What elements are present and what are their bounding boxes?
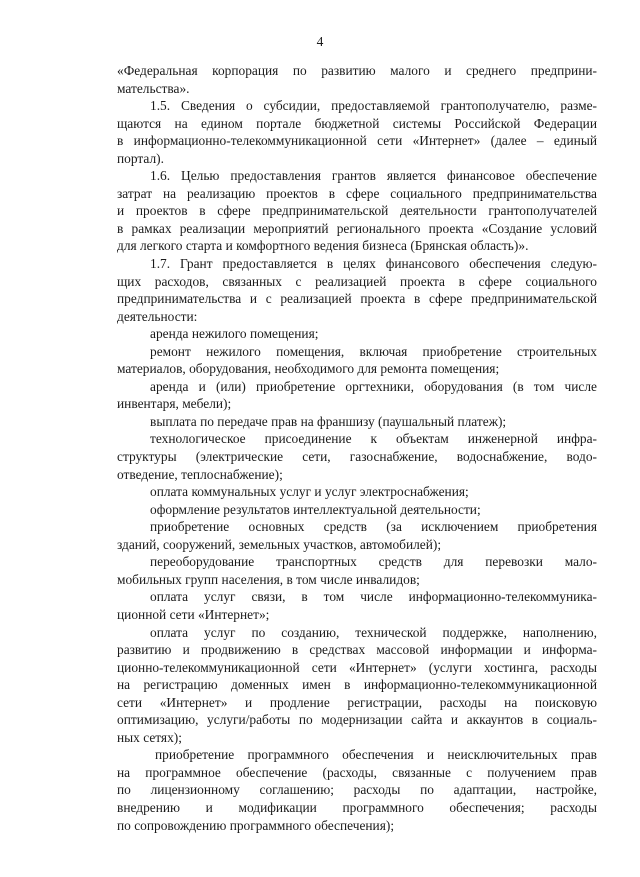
text-line: в рамках реализации мероприятий регионального проекта «Создание условий [117,220,597,236]
text-line: инвентаря, мебели); [117,396,232,412]
text-line: выплата по передаче прав на франшизу (паушальный платеж); [150,413,507,429]
text-line: и проектов в сфере предпринимательской деятельности грантополучателей [117,203,597,219]
document-body [117,62,597,834]
text-line: оформление результатов интеллектуальной деятельности; [150,501,481,517]
text-line: мательства». [117,80,190,96]
text-line: зданий, сооружений, земельных участков, автомобилей); [117,536,442,552]
text-line: на регистрацию доменных имен в информационно-телекоммуникационной [117,677,597,693]
text-line: мобильных групп населения, в том числе инвалидов; [117,571,420,587]
text-line: оплата коммунальных услуг и услуг электроснабжения; [150,484,469,500]
text-line: приобретение программного обеспечения и неисключительных прав [155,747,597,763]
text-line: по сопровождению программного обеспечения); [117,817,395,833]
text-line: оптимизацию, услуги/работы по модернизации сайта и аккаунтов в социаль- [117,712,597,728]
text-line: переоборудование транспортных средств для перевозки мало- [150,554,597,570]
text-line: затрат на реализацию проектов в сфере социального предпринимательства [117,185,597,201]
text-line: деятельности: [117,308,198,324]
text-line: для легкого старта и комфортного ведения бизнеса (Брянская область)». [117,238,529,254]
text-line: ционной сети «Интернет»; [117,606,270,622]
text-line: 1.7. Грант предоставляется в целях финансового обеспечения следую- [150,256,597,272]
text-line: внедрению и модификации программного обеспечения; расходы [117,799,597,815]
text-line: оплата услуг связи, в том числе информационно-телекоммуника- [150,589,597,605]
text-line: аренда и (или) приобретение оргтехники, оборудования (в том числе [150,378,597,394]
text-line: технологическое присоединение к объектам инженерной инфра- [150,431,597,447]
text-line: развитию и продвижению в средствах массовой информации и информа- [117,642,597,658]
text-line: аренда нежилого помещения; [150,326,319,342]
text-line: портал). [117,150,164,166]
text-line: оплата услуг по созданию, технической поддержке, наполнению, [150,624,597,640]
page-number: 4 [316,34,324,49]
text-line: ных сетях); [117,729,182,745]
text-line: щих расходов, связанных с реализацией проекта в сфере социального [117,273,597,289]
text-line: 1.6. Целью предоставления грантов является финансовое обеспечение [150,168,597,184]
text-line: сети «Интернет» и продление регистрации, расходы на поисковую [117,694,597,710]
text-line: на программное обеспечение (расходы, связанные с получением прав [117,764,597,780]
text-line: структуры (электрические сети, газоснабжение, водоснабжение, водо- [117,449,597,465]
text-line: материалов, оборудования, необходимого для ремонта помещения; [117,361,500,377]
text-line: отведение, теплоснабжение); [117,466,283,482]
text-line: щаются на едином портале бюджетной системы Российской Федерации [117,115,597,131]
text-line: приобретение основных средств (за исключением приобретения [150,519,597,535]
text-line: 1.5. Сведения о субсидии, предоставляемой грантополучателю, разме- [150,98,597,114]
text-line: ционно-телекоммуникационной сети «Интернет» (услуги хостинга, расходы [117,659,597,675]
text-line: предпринимательства и с реализацией проекта в сфере предпринимательской [117,291,597,307]
text-line: в информационно-телекоммуникационной сети «Интернет» (далее – единый [117,133,597,149]
text-line: по лицензионному соглашению; расходы по адаптации, настройке, [117,782,597,798]
text-line: «Федеральная корпорация по развитию малого и среднего предприни- [117,63,597,78]
text-line: ремонт нежилого помещения, включая приобретение строительных [150,343,597,359]
